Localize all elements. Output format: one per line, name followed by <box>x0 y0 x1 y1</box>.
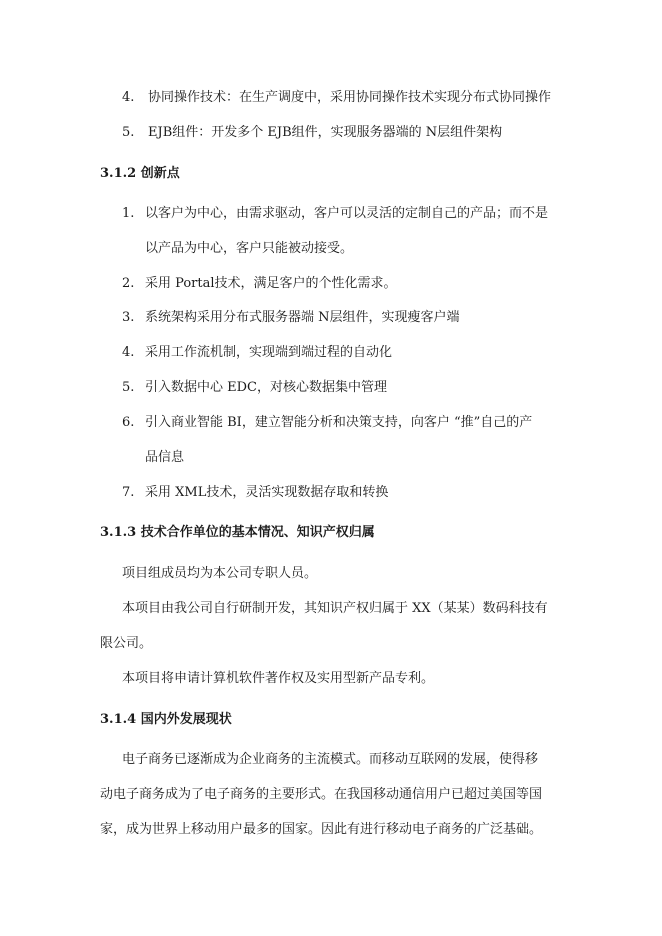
list-item: 采用工作流机制，实现端到端过程的自动化 <box>145 345 393 360</box>
paragraph-continuation: 动电子商务成为了电子商务的主要形式。在我国移动通信用户已超过美国等国 <box>100 787 543 802</box>
paragraph-continuation: 家，成为世界上移动用户最多的国家。因此有进行移动电子商务的广泛基础。 <box>100 822 543 837</box>
section-heading: 3.1.3 技术合作单位的基本情况、知识产权归属 <box>100 525 375 540</box>
section-heading: 3.1.4 国内外发展现状 <box>100 712 232 727</box>
list-number: 6. <box>122 415 135 430</box>
list-item: 引入商业智能 BI，建立智能分析和决策支持，向客户 “推”自己的产 <box>145 415 533 430</box>
list-item: 协同操作技术：在生产调度中，采用协同操作技术实现分布式协同操作 <box>148 90 552 105</box>
list-item: EJB组件：开发多个 EJB组件，实现服务器端的 N层组件架构 <box>148 125 503 140</box>
list-number: 7. <box>122 485 135 500</box>
paragraph: 本项目将申请计算机软件著作权及实用型新产品专利。 <box>122 671 435 686</box>
list-number: 4. <box>122 90 135 105</box>
list-number: 2. <box>122 276 135 291</box>
list-item: 引入数据中心 EDC，对核心数据集中管理 <box>145 380 387 395</box>
list-item: 采用 XML技术，灵活实现数据存取和转换 <box>145 485 389 500</box>
paragraph: 项目组成员均为本公司专职人员。 <box>122 566 318 581</box>
list-number: 5. <box>122 125 135 140</box>
list-number: 4. <box>122 345 135 360</box>
list-item: 系统架构采用分布式服务器端 N层组件，实现瘦客户端 <box>145 310 460 325</box>
list-item: 以客户为中心，由需求驱动，客户可以灵活的定制自己的产品；而不是 <box>145 206 549 221</box>
list-number: 1. <box>122 206 135 221</box>
list-item-continuation: 以产品为中心，客户只能被动接受。 <box>145 241 354 256</box>
list-item: 采用 Portal技术，满足客户的个性化需求。 <box>145 276 397 291</box>
list-item-continuation: 品信息 <box>145 450 185 465</box>
paragraph: 电子商务已逐渐成为企业商务的主流模式。而移动互联网的发展，使得移 <box>122 752 539 767</box>
section-heading: 3.1.2 创新点 <box>100 166 180 181</box>
paragraph-continuation: 限公司。 <box>100 636 153 651</box>
paragraph: 本项目由我公司自行研制开发，其知识产权归属于 XX（某某）数码科技有 <box>122 601 548 616</box>
list-number: 3. <box>122 310 135 325</box>
list-number: 5. <box>122 380 135 395</box>
